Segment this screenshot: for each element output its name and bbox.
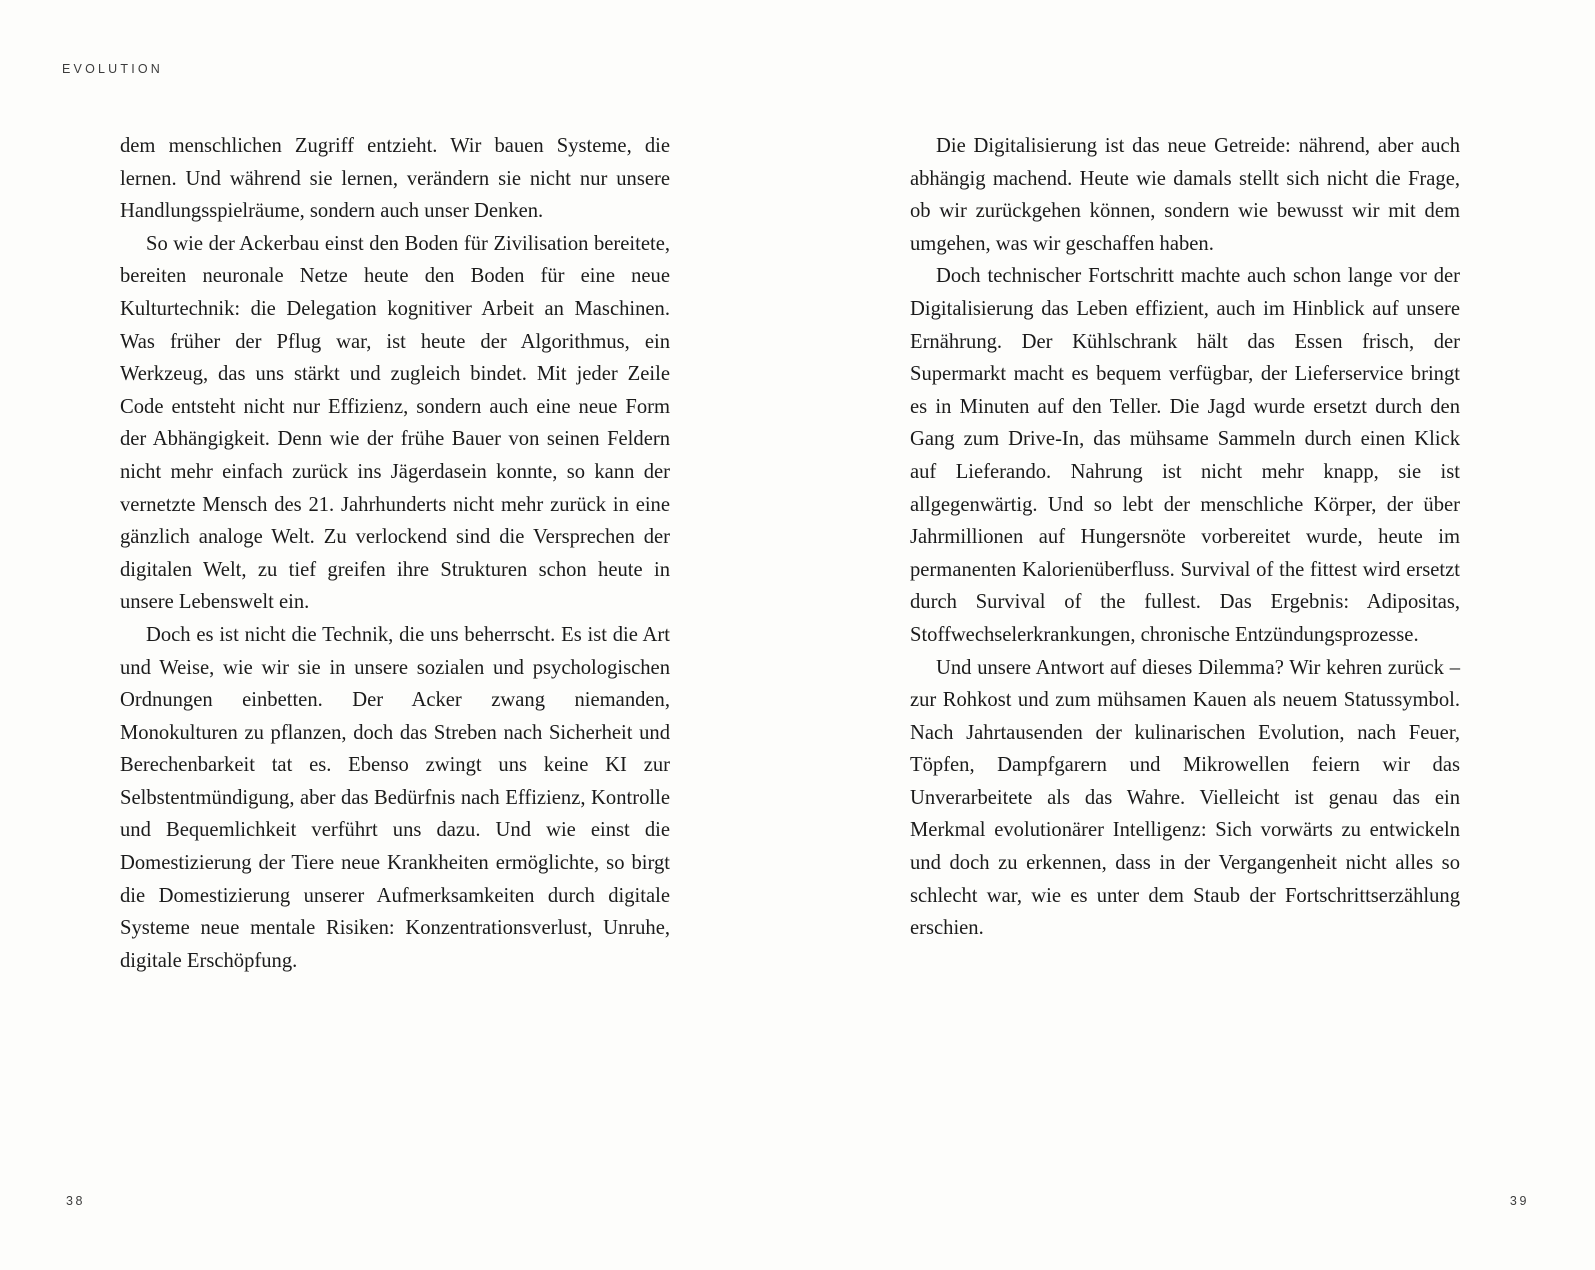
paragraph: dem menschlichen Zugriff entzieht. Wir bauen Systeme, die lernen. Und während sie lernen, verändern sie nicht nur unsere Handlungsspielräume, sondern auch unser Denken. (120, 135, 670, 223)
paragraph: Doch technischer Fortschritt machte auch schon lange vor der Digitalisierung das Leben effizient, auch im Hinblick auf unsere Ernährung. Der Kühlschrank hält das Essen frisch, der Supermarkt macht es bequem verfügbar, der Lieferservice bringt es in Minuten auf den Teller. Die Jagd wurde ersetzt durch den Gang zum Drive-In, das mühsame Sammeln durch einen Klick auf Lieferando. Nahrung ist nicht mehr knapp, sie ist allgegenwärtig. Und so lebt der menschliche Körper, der über Jahrmillionen auf Hungersnöte vorbereitet wurde, heute im permanenten Kalorienüberfluss. Survival of the fittest wird ersetzt durch Survival of the fullest. Das Ergebnis: Adipositas, Stoffwechselerkrankungen, chronische Entzündungsprozesse. (910, 265, 1460, 646)
running-head: EVOLUTION (62, 62, 164, 76)
text-columns (0, 130, 1595, 977)
paragraph: Doch es ist nicht die Technik, die uns beherrscht. Es ist die Art und Weise, wie wir sie in unsere sozialen und psychologischen Ordnungen einbetten. Der Acker zwang niemanden, Monokulturen zu pflanzen, doch das Streben nach Sicherheit und Berechenbarkeit tat es. Ebenso zwingt uns keine KI zur Selbstentmündigung, aber das Bedürfnis nach Effizienz, Kontrolle und Bequemlichkeit verführt uns dazu. Und wie einst die Domestizierung der Tiere neue Krankheiten ermöglichte, so birgt die Domestizierung unserer Aufmerksamkeiten durch digitale Systeme neue mentale Risiken: Konzentrationsverlust, Unruhe, digitale Erschöpfung. (120, 623, 670, 972)
paragraph: So wie der Ackerbau einst den Boden für Zivilisation bereitete, bereiten neuronale Netze heute den Boden für eine neue Kulturtechnik: die Delegation kognitiver Arbeit an Maschinen. Was früher der Pflug war, ist heute der Algorithmus, ein Werkzeug, das uns stärkt und zugleich bindet. Mit jeder Zeile Code entsteht nicht nur Effizienz, sondern auch eine neue Form der Abhängigkeit. Denn wie der frühe Bauer von seinen Feldern nicht mehr einfach zurück ins Jägerdasein konnte, so kann der vernetzte Mensch des 21. Jahrhunderts nicht mehr zurück in eine gänzlich analoge Welt. Zu verlockend sind die Versprechen der digitalen Welt, zu tief greifen ihre Strukturen schon heute in unsere Lebenswelt ein. (120, 232, 670, 614)
right-page-text-column (910, 130, 1460, 977)
left-page-text-column (120, 130, 670, 977)
paragraph: Und unsere Antwort auf dieses Dilemma? Wir kehren zurück – zur Rohkost und zum mühsamen Kauen als neuem Statussymbol. Nach Jahrtausenden der kulinarischen Evolution, nach Feuer, Töpfen, Dampfgarern und Mikrowellen feiern wir das Unverarbeitete als das Wahre. Vielleicht ist genau das ein Merkmal evolutionärer Intelligenz: Sich vorwärts zu entwickeln und doch zu erkennen, dass in der Vergangenheit nicht alles so schlecht war, wie es unter dem Staub der Fortschrittserzählung erschien. (910, 656, 1460, 940)
page-number-right: 39 (1509, 1194, 1529, 1208)
paragraph: Die Digitalisierung ist das neue Getreide: nährend, aber auch abhängig machend. Heute wie damals stellt sich nicht die Frage, ob wir zurückgehen können, sondern wie bewusst wir mit dem umgehen, was wir geschaffen haben. (910, 135, 1460, 255)
page-number-left: 38 (66, 1194, 86, 1208)
